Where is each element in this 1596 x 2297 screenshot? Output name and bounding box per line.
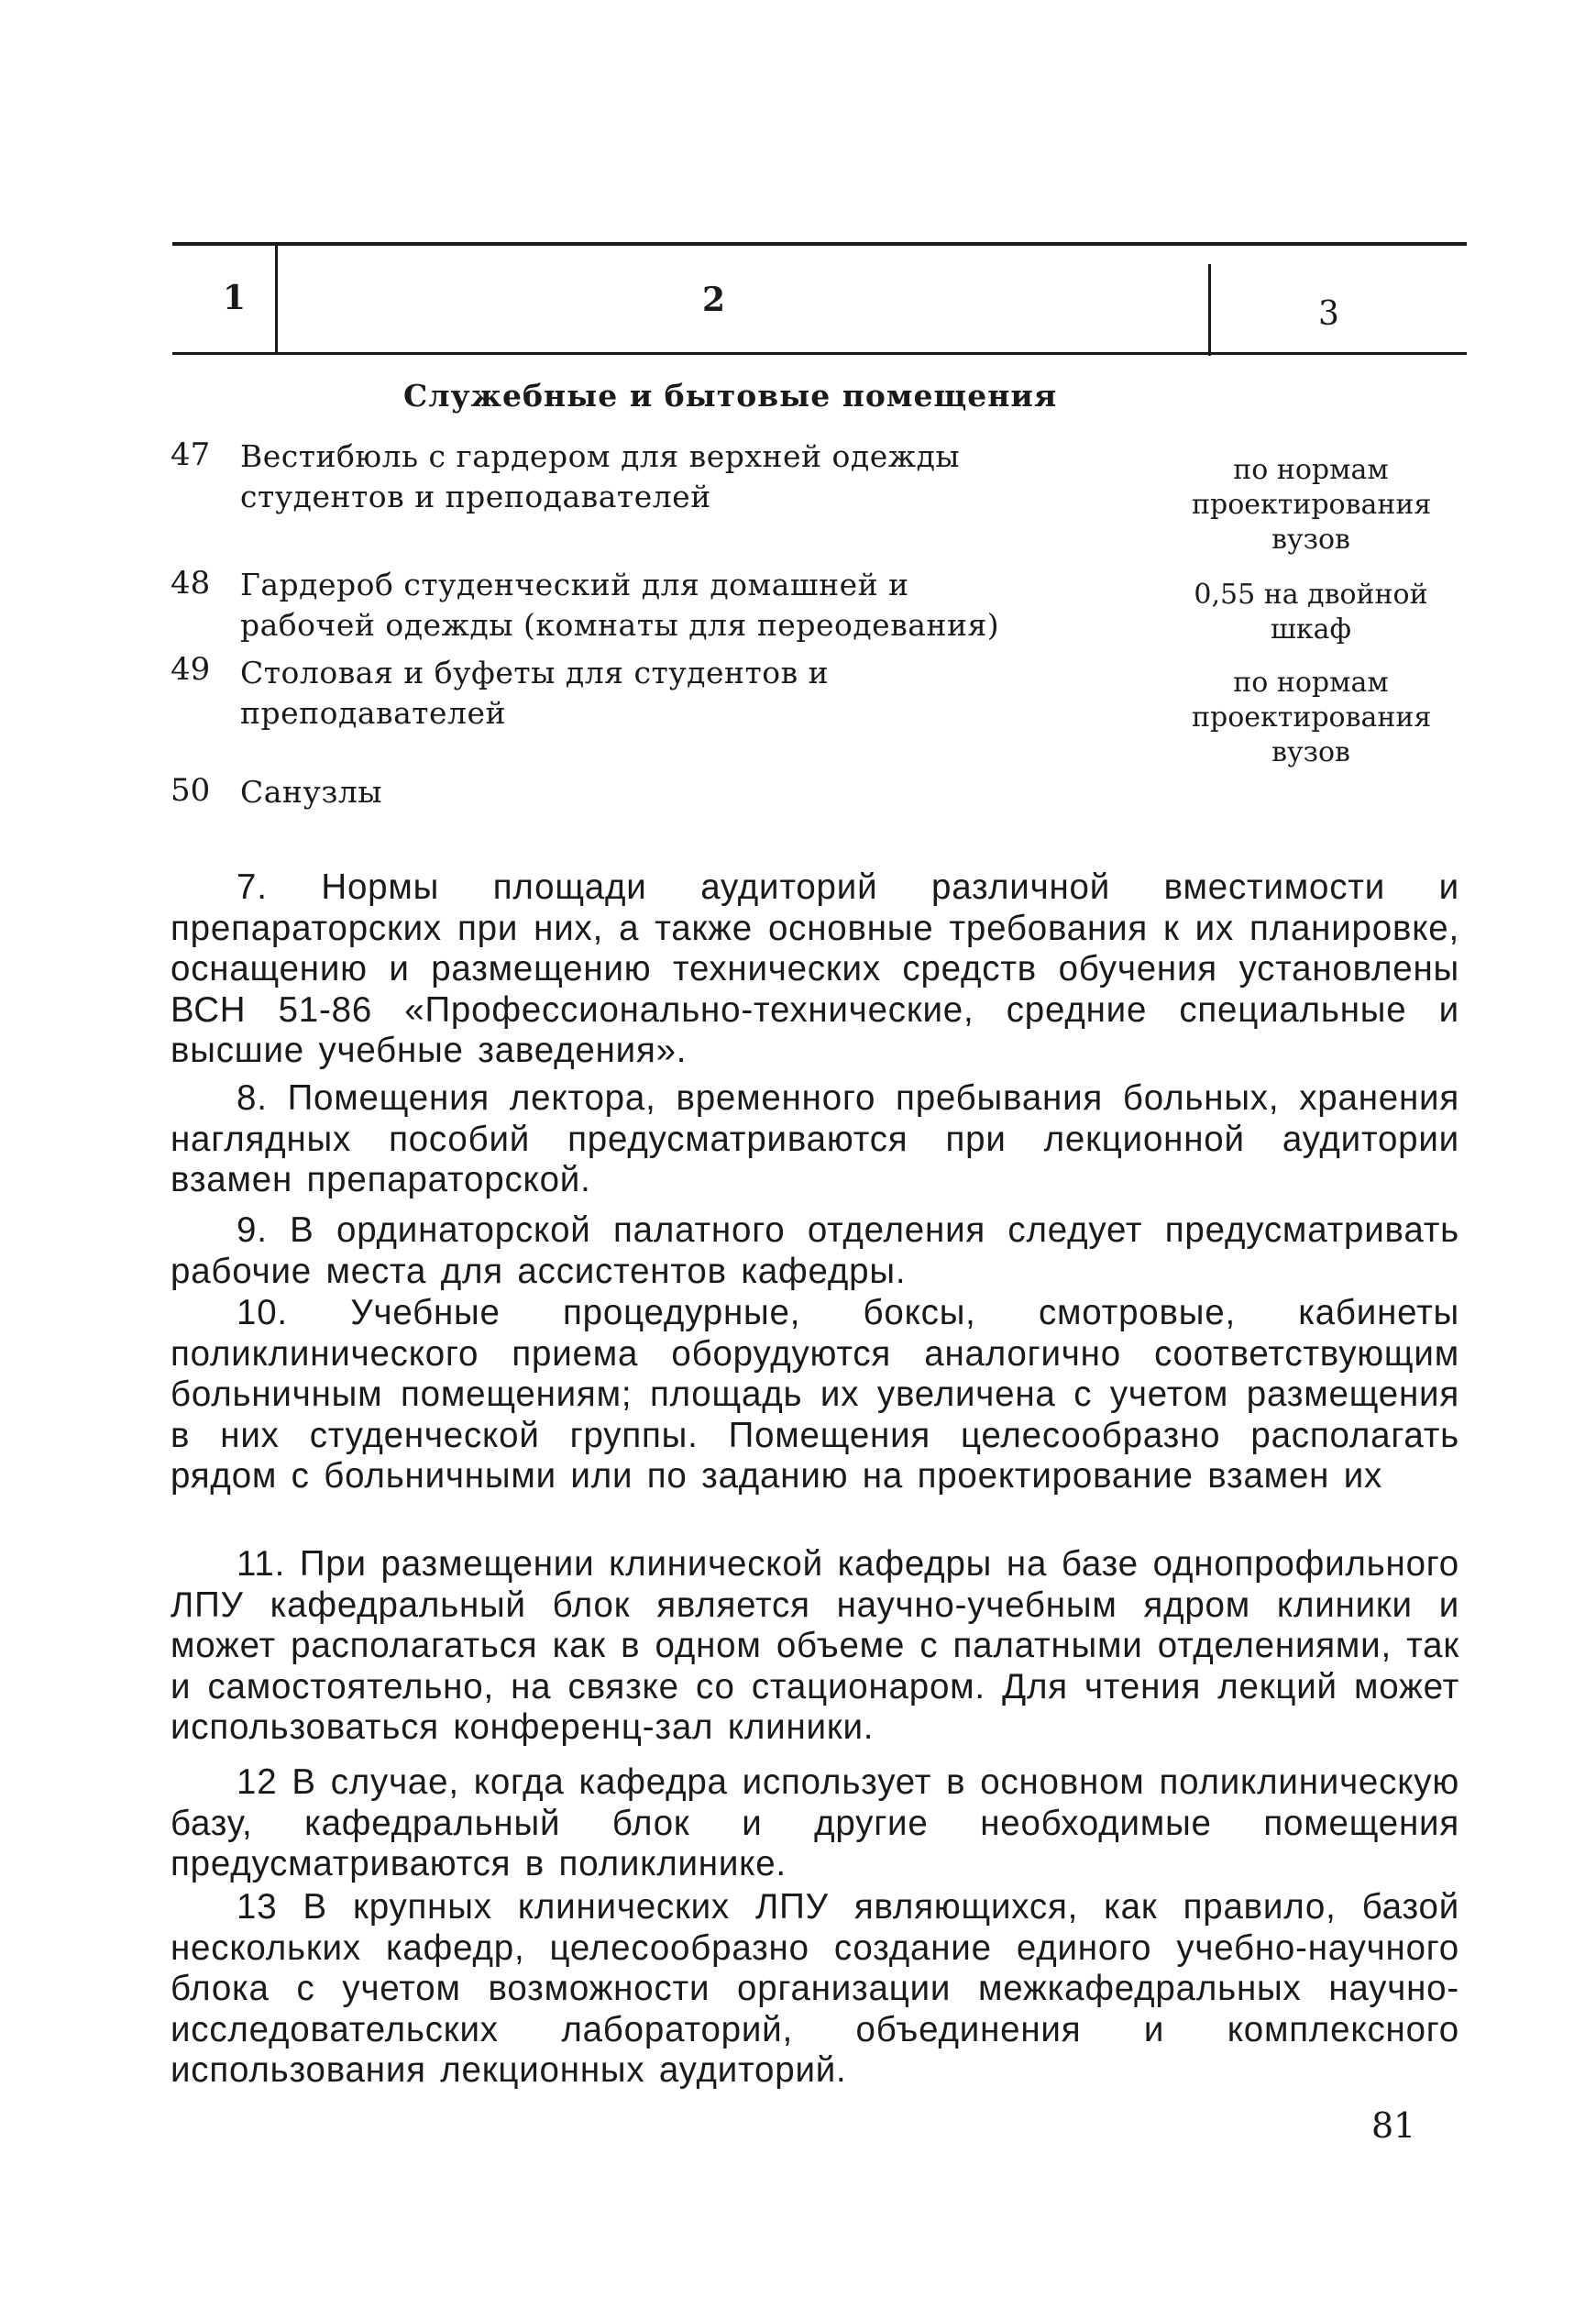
paragraph-13: 13 В крупных клинических ЛПУ являющихся, как правило, базой нескольких кафедр, целесообразно создание единого учебно-научного блока с учетом возможности организации межкафедральных научно-исследовательских лабораторий, объединения и комплексного использования лекционных аудиторий. [171, 1887, 1459, 2090]
table-row-number: 47 [171, 436, 211, 473]
table-row-value: по нормам проектирования вузов [1192, 667, 1432, 768]
table-header-bottom-rule [172, 352, 1467, 355]
table-top-rule [172, 242, 1467, 246]
paragraph-12: 12 В случае, когда кафедра использует в основном поликлиническую базу, кафедральный блок и другие необходимые помещения предусматриваются в поликлинике. [171, 1762, 1459, 1883]
paragraph-9: 9. В ординаторской палатного отделения следует предусматривать рабочие места для ассистентов кафедры. [171, 1210, 1459, 1291]
table-row-text: Санузлы [240, 774, 383, 810]
page-number: 81 [1371, 2105, 1416, 2146]
paragraph-8: 8. Помещения лектора, временного пребывания больных, хранения наглядных пособий предусматриваются при лекционной аудитории взамен препараторской. [171, 1078, 1459, 1199]
table-header-col1: 1 [223, 279, 247, 317]
table-header-col3: 3 [1318, 295, 1339, 333]
paragraph-11: 11. При размещении клинической кафедры на базе однопрофильного ЛПУ кафедральный блок является научно-учебным ядром клиники и может располагаться как в одном объеме с палатными отделениями, так и самостоятельно, на связке со стационаром. Для чтения лекций может использоваться конференц-зал клиники. [171, 1544, 1459, 1747]
table-section-title: Служебные и бытовые помещения [403, 378, 1058, 414]
table-row-text: Гардероб студенческий для домашней и рабочей одежды (комнаты для переодевания) [240, 567, 1000, 643]
table-header-col2: 2 [702, 281, 726, 319]
table-row-text: Вестибюль с гардером для верхней одежды студентов и преподавателей [240, 438, 961, 514]
table-row-number: 48 [171, 565, 211, 602]
table-col-divider-1 [275, 244, 278, 352]
paragraph-10: 10. Учебные процедурные, боксы, смотровые, кабинеты поликлинического приема оборудуются аналогично соответствующим больничным помещениям; площадь их увеличена с учетом размещения в них студенческой группы. Помещения целесообразно располагать рядом с больничными или по заданию на проектирование взамен их [171, 1293, 1459, 1496]
table-row-number: 49 [171, 651, 211, 688]
table-row-number: 50 [171, 772, 211, 809]
table-row-text: Столовая и буфеты для студентов и преподавателей [240, 655, 830, 731]
paragraph-7: 7. Нормы площади аудиторий различной вместимости и препараторских при них, а также основные требования к их планировке, оснащению и размещению технических средств обучения установлены ВСН 51-86 «Профессионально-технические, средние специальные и высшие учебные заведения». [171, 867, 1459, 1070]
table-col-divider-2 [1208, 264, 1211, 356]
table-row-value: 0,55 на двойной шкаф [1194, 579, 1428, 646]
table-row-value: по нормам проектирования вузов [1192, 454, 1432, 556]
